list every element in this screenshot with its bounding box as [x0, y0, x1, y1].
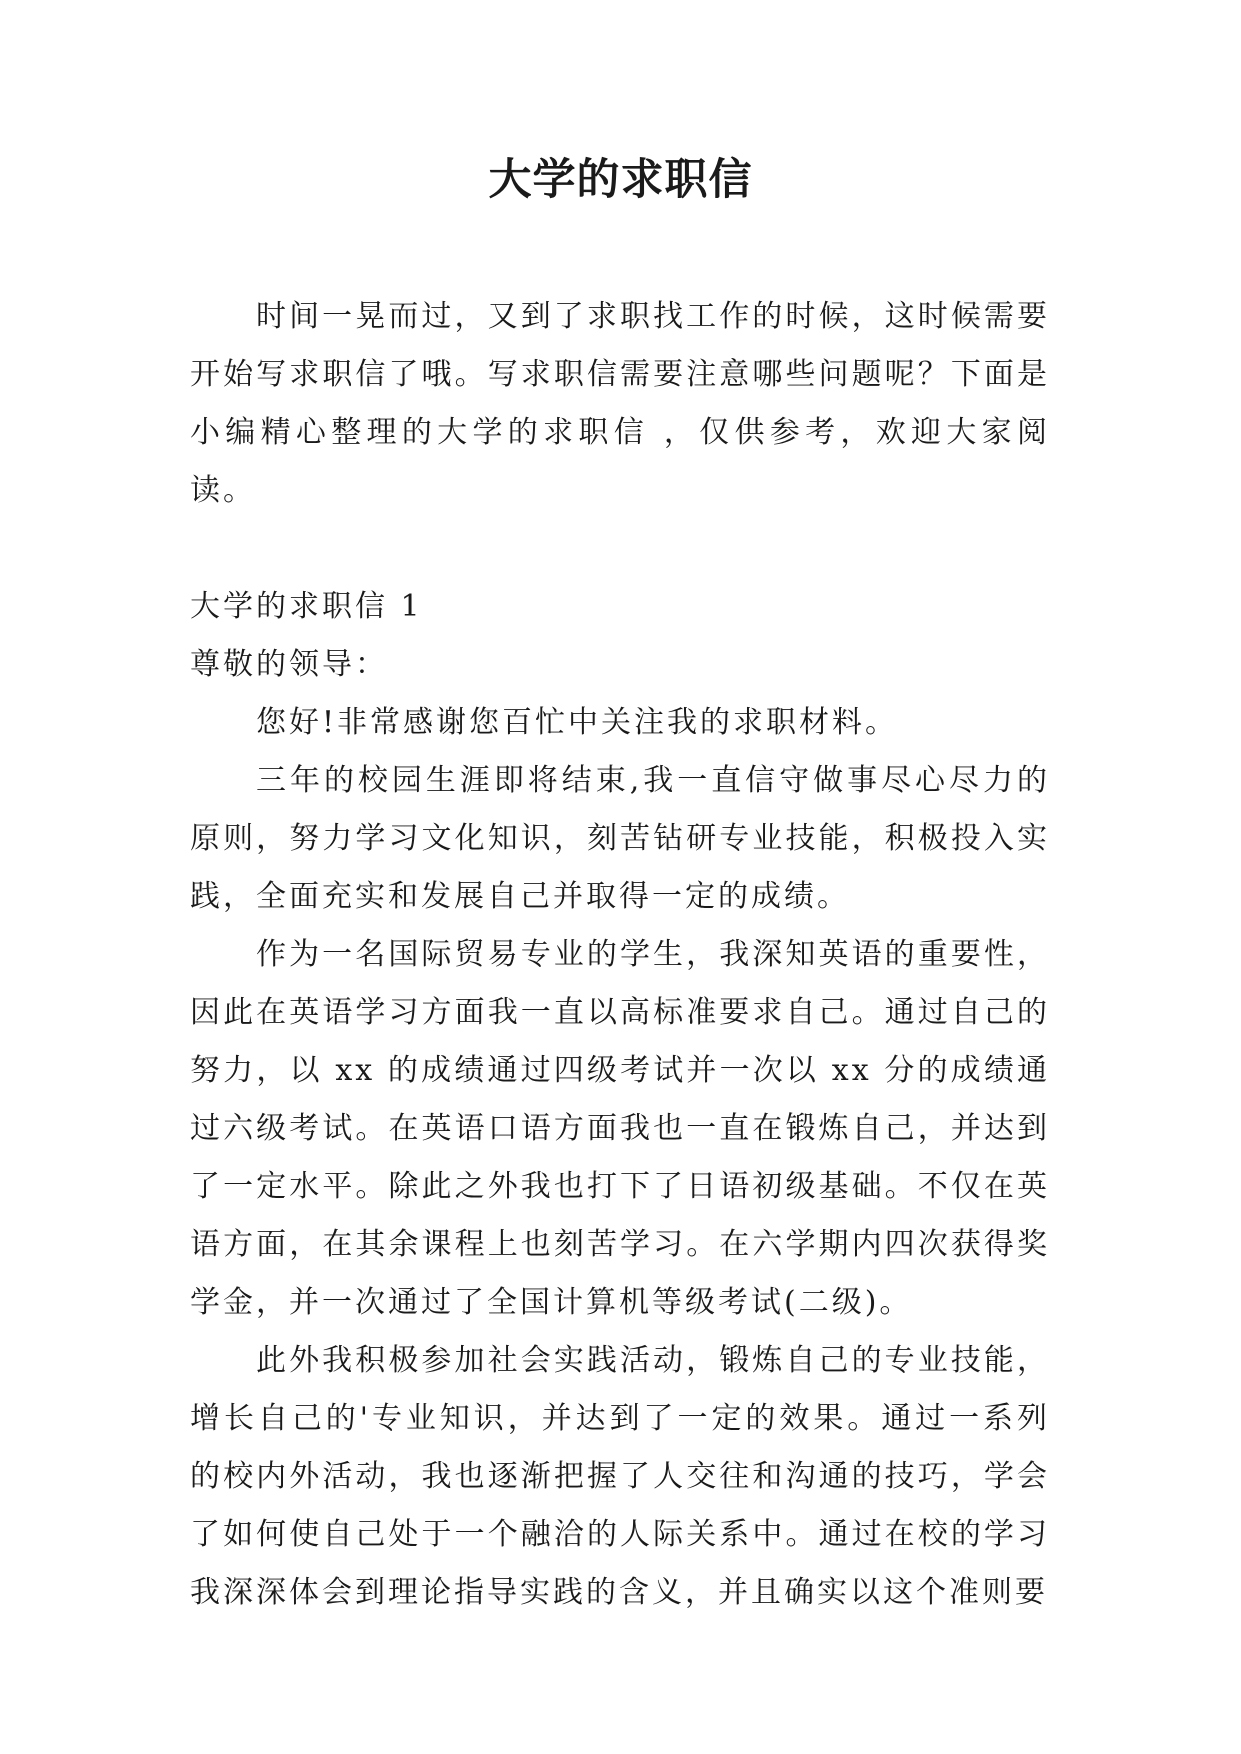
salutation: 尊敬的领导：	[190, 647, 388, 682]
body-paragraph-1: 您好!非常感谢您百忙中关注我的求职材料。	[256, 705, 899, 740]
section-heading: 大学的求职信 1	[190, 589, 423, 624]
body-paragraph-2: 三年的校园生涯即将结束,我一直信守做事尽心尽力的原则，努力学习文化知识，刻苦钻研专业技能，积极投入实践，全面充实和发展自己并取得一定的成绩。	[190, 763, 1050, 914]
body-paragraph-4: 此外我积极参加社会实践活动，锻炼自己的专业技能，增长自己的'专业知识，并达到了一定的效果。通过一系列的校内外活动，我也逐渐把握了人交往和沟通的技巧，学会了如何使自己处于一个融洽的人际关系中。通过在校的学习我深深体会到理论指导实践的含义，并且确实以这个准则要	[190, 1343, 1050, 1610]
intro-paragraph: 时间一晃而过，又到了求职找工作的时候，这时候需要开始写求职信了哦。写求职信需要注意哪些问题呢？下面是小编精心整理的大学的求职信 ，仅供参考，欢迎大家阅读。	[190, 299, 1050, 508]
document-title: 大学的求职信	[488, 155, 753, 205]
body-paragraph-3: 作为一名国际贸易专业的学生，我深知英语的重要性，因此在英语学习方面我一直以高标准要求自己。通过自己的努力，以 xx 的成绩通过四级考试并一次以 xx 分的成绩通过六级考试。在英语口语方面我也一直在锻炼自己，并达到了一定水平。除此之外我也打下了日语初级基础。不仅在英语方面，在其余课程上也刻苦学习。在六学期内四次获得奖学金，并一次通过了全国计算机等级考试(二级)。	[190, 937, 1050, 1320]
document-body	[190, 288, 1050, 1622]
